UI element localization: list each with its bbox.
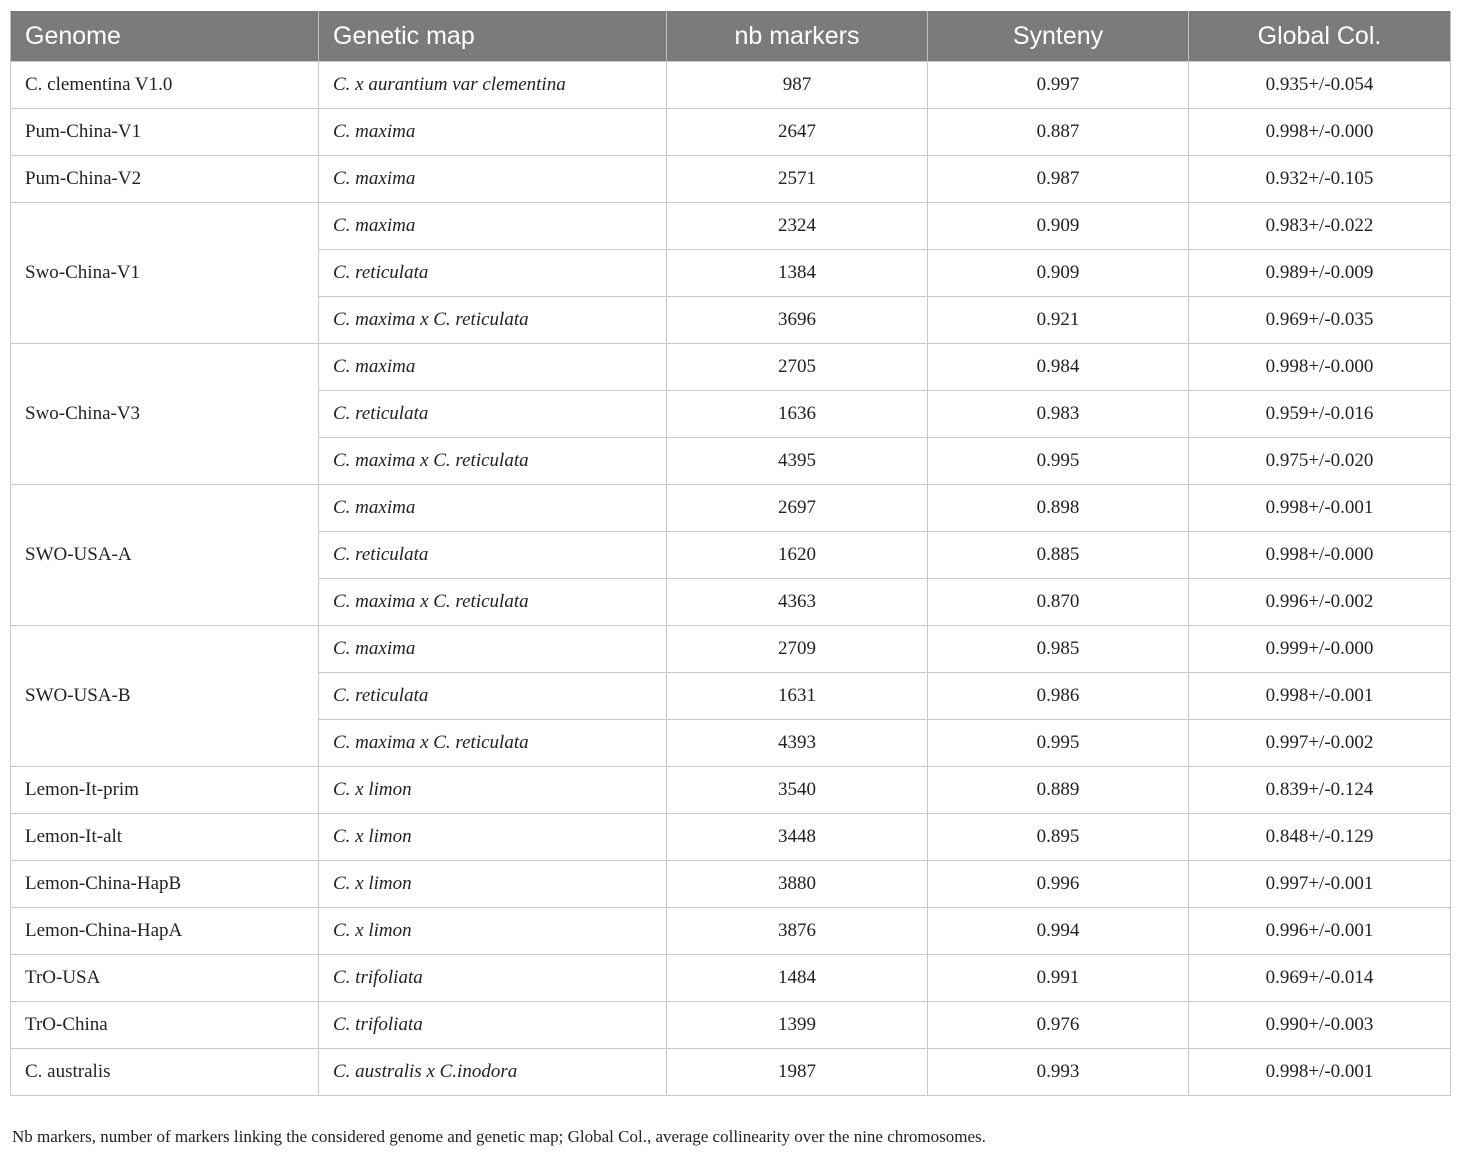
synteny-cell: 0.921 bbox=[928, 297, 1189, 344]
genetic-map-cell: C. x limon bbox=[319, 861, 667, 908]
global-col-cell: 0.998+/-0.001 bbox=[1189, 1049, 1451, 1096]
genetic-map-cell: C. maxima x C. reticulata bbox=[319, 579, 667, 626]
table-row bbox=[11, 908, 1451, 955]
synteny-cell: 0.984 bbox=[928, 344, 1189, 391]
collinearity-table bbox=[10, 11, 1451, 1096]
genetic-map-cell: C. maxima bbox=[319, 203, 667, 250]
nb-markers-cell: 3448 bbox=[667, 814, 928, 861]
header-genome: Genome bbox=[11, 11, 319, 62]
table-row bbox=[11, 955, 1451, 1002]
global-col-cell: 0.998+/-0.001 bbox=[1189, 485, 1451, 532]
genetic-map-cell: C. reticulata bbox=[319, 532, 667, 579]
global-col-cell: 0.998+/-0.000 bbox=[1189, 109, 1451, 156]
synteny-cell: 0.885 bbox=[928, 532, 1189, 579]
nb-markers-cell: 2647 bbox=[667, 109, 928, 156]
table-row bbox=[11, 767, 1451, 814]
nb-markers-cell: 4393 bbox=[667, 720, 928, 767]
global-col-cell: 0.996+/-0.002 bbox=[1189, 579, 1451, 626]
synteny-cell: 0.995 bbox=[928, 720, 1189, 767]
genetic-map-cell: C. x limon bbox=[319, 814, 667, 861]
genetic-map-cell: C. reticulata bbox=[319, 250, 667, 297]
nb-markers-cell: 3876 bbox=[667, 908, 928, 955]
nb-markers-cell: 2324 bbox=[667, 203, 928, 250]
global-col-cell: 0.975+/-0.020 bbox=[1189, 438, 1451, 485]
table-row bbox=[11, 109, 1451, 156]
synteny-cell: 0.870 bbox=[928, 579, 1189, 626]
nb-markers-cell: 4363 bbox=[667, 579, 928, 626]
header-global-col: Global Col. bbox=[1189, 11, 1451, 62]
nb-markers-cell: 987 bbox=[667, 62, 928, 109]
nb-markers-cell: 2709 bbox=[667, 626, 928, 673]
genome-cell: TrO-China bbox=[11, 1002, 319, 1049]
synteny-cell: 0.993 bbox=[928, 1049, 1189, 1096]
synteny-cell: 0.987 bbox=[928, 156, 1189, 203]
synteny-cell: 0.895 bbox=[928, 814, 1189, 861]
table-row bbox=[11, 626, 1451, 673]
genome-cell: Swo-China-V1 bbox=[11, 203, 319, 344]
global-col-cell: 0.969+/-0.014 bbox=[1189, 955, 1451, 1002]
genome-cell: SWO-USA-A bbox=[11, 485, 319, 626]
nb-markers-cell: 1384 bbox=[667, 250, 928, 297]
genome-cell: Lemon-It-prim bbox=[11, 767, 319, 814]
table-row bbox=[11, 485, 1451, 532]
genome-cell: Pum-China-V2 bbox=[11, 156, 319, 203]
genetic-map-cell: C. x limon bbox=[319, 767, 667, 814]
table-row bbox=[11, 62, 1451, 109]
genome-cell: C. australis bbox=[11, 1049, 319, 1096]
table-body bbox=[11, 62, 1451, 1096]
global-col-cell: 0.997+/-0.002 bbox=[1189, 720, 1451, 767]
genome-cell: C. clementina V1.0 bbox=[11, 62, 319, 109]
nb-markers-cell: 3880 bbox=[667, 861, 928, 908]
global-col-cell: 0.996+/-0.001 bbox=[1189, 908, 1451, 955]
global-col-cell: 0.932+/-0.105 bbox=[1189, 156, 1451, 203]
global-col-cell: 0.990+/-0.003 bbox=[1189, 1002, 1451, 1049]
table-header bbox=[11, 11, 1451, 62]
genetic-map-cell: C. australis x C.inodora bbox=[319, 1049, 667, 1096]
global-col-cell: 0.969+/-0.035 bbox=[1189, 297, 1451, 344]
table-row bbox=[11, 344, 1451, 391]
genetic-map-cell: C. maxima bbox=[319, 626, 667, 673]
genetic-map-cell: C. maxima bbox=[319, 156, 667, 203]
nb-markers-cell: 2571 bbox=[667, 156, 928, 203]
table-row bbox=[11, 1049, 1451, 1096]
genetic-map-cell: C. trifoliata bbox=[319, 955, 667, 1002]
table-row bbox=[11, 861, 1451, 908]
synteny-cell: 0.909 bbox=[928, 250, 1189, 297]
genetic-map-cell: C. x limon bbox=[319, 908, 667, 955]
nb-markers-cell: 1636 bbox=[667, 391, 928, 438]
nb-markers-cell: 2697 bbox=[667, 485, 928, 532]
header-synteny: Synteny bbox=[928, 11, 1189, 62]
synteny-cell: 0.976 bbox=[928, 1002, 1189, 1049]
nb-markers-cell: 3696 bbox=[667, 297, 928, 344]
table-footnote: Nb markers, number of markers linking the considered genome and genetic map; Global Col., average collinearity over the nine chromosomes. bbox=[12, 1127, 986, 1146]
genome-cell: Lemon-China-HapA bbox=[11, 908, 319, 955]
table-row bbox=[11, 1002, 1451, 1049]
global-col-cell: 0.997+/-0.001 bbox=[1189, 861, 1451, 908]
table-row bbox=[11, 203, 1451, 250]
genome-cell: Lemon-It-alt bbox=[11, 814, 319, 861]
header-row bbox=[11, 11, 1451, 62]
header-genetic-map: Genetic map bbox=[319, 11, 667, 62]
nb-markers-cell: 1399 bbox=[667, 1002, 928, 1049]
synteny-cell: 0.997 bbox=[928, 62, 1189, 109]
global-col-cell: 0.983+/-0.022 bbox=[1189, 203, 1451, 250]
synteny-cell: 0.985 bbox=[928, 626, 1189, 673]
synteny-cell: 0.889 bbox=[928, 767, 1189, 814]
synteny-cell: 0.887 bbox=[928, 109, 1189, 156]
synteny-cell: 0.996 bbox=[928, 861, 1189, 908]
genome-cell: SWO-USA-B bbox=[11, 626, 319, 767]
global-col-cell: 0.999+/-0.000 bbox=[1189, 626, 1451, 673]
table-row bbox=[11, 156, 1451, 203]
genetic-map-cell: C. reticulata bbox=[319, 673, 667, 720]
genetic-map-cell: C. maxima bbox=[319, 485, 667, 532]
genome-cell: Lemon-China-HapB bbox=[11, 861, 319, 908]
global-col-cell: 0.989+/-0.009 bbox=[1189, 250, 1451, 297]
data-table-container bbox=[10, 11, 1450, 1096]
genome-cell: TrO-USA bbox=[11, 955, 319, 1002]
nb-markers-cell: 4395 bbox=[667, 438, 928, 485]
nb-markers-cell: 3540 bbox=[667, 767, 928, 814]
synteny-cell: 0.983 bbox=[928, 391, 1189, 438]
synteny-cell: 0.991 bbox=[928, 955, 1189, 1002]
genome-cell: Pum-China-V1 bbox=[11, 109, 319, 156]
global-col-cell: 0.959+/-0.016 bbox=[1189, 391, 1451, 438]
genetic-map-cell: C. x aurantium var clementina bbox=[319, 62, 667, 109]
genome-cell: Swo-China-V3 bbox=[11, 344, 319, 485]
synteny-cell: 0.995 bbox=[928, 438, 1189, 485]
genetic-map-cell: C. maxima x C. reticulata bbox=[319, 720, 667, 767]
global-col-cell: 0.839+/-0.124 bbox=[1189, 767, 1451, 814]
synteny-cell: 0.994 bbox=[928, 908, 1189, 955]
genetic-map-cell: C. trifoliata bbox=[319, 1002, 667, 1049]
global-col-cell: 0.935+/-0.054 bbox=[1189, 62, 1451, 109]
nb-markers-cell: 1484 bbox=[667, 955, 928, 1002]
table-row bbox=[11, 814, 1451, 861]
genetic-map-cell: C. maxima x C. reticulata bbox=[319, 297, 667, 344]
genetic-map-cell: C. maxima x C. reticulata bbox=[319, 438, 667, 485]
global-col-cell: 0.998+/-0.000 bbox=[1189, 532, 1451, 579]
nb-markers-cell: 1631 bbox=[667, 673, 928, 720]
synteny-cell: 0.986 bbox=[928, 673, 1189, 720]
global-col-cell: 0.998+/-0.000 bbox=[1189, 344, 1451, 391]
global-col-cell: 0.998+/-0.001 bbox=[1189, 673, 1451, 720]
genetic-map-cell: C. maxima bbox=[319, 109, 667, 156]
genetic-map-cell: C. maxima bbox=[319, 344, 667, 391]
nb-markers-cell: 1620 bbox=[667, 532, 928, 579]
header-nb-markers: nb markers bbox=[667, 11, 928, 62]
synteny-cell: 0.909 bbox=[928, 203, 1189, 250]
global-col-cell: 0.848+/-0.129 bbox=[1189, 814, 1451, 861]
genetic-map-cell: C. reticulata bbox=[319, 391, 667, 438]
nb-markers-cell: 1987 bbox=[667, 1049, 928, 1096]
nb-markers-cell: 2705 bbox=[667, 344, 928, 391]
synteny-cell: 0.898 bbox=[928, 485, 1189, 532]
